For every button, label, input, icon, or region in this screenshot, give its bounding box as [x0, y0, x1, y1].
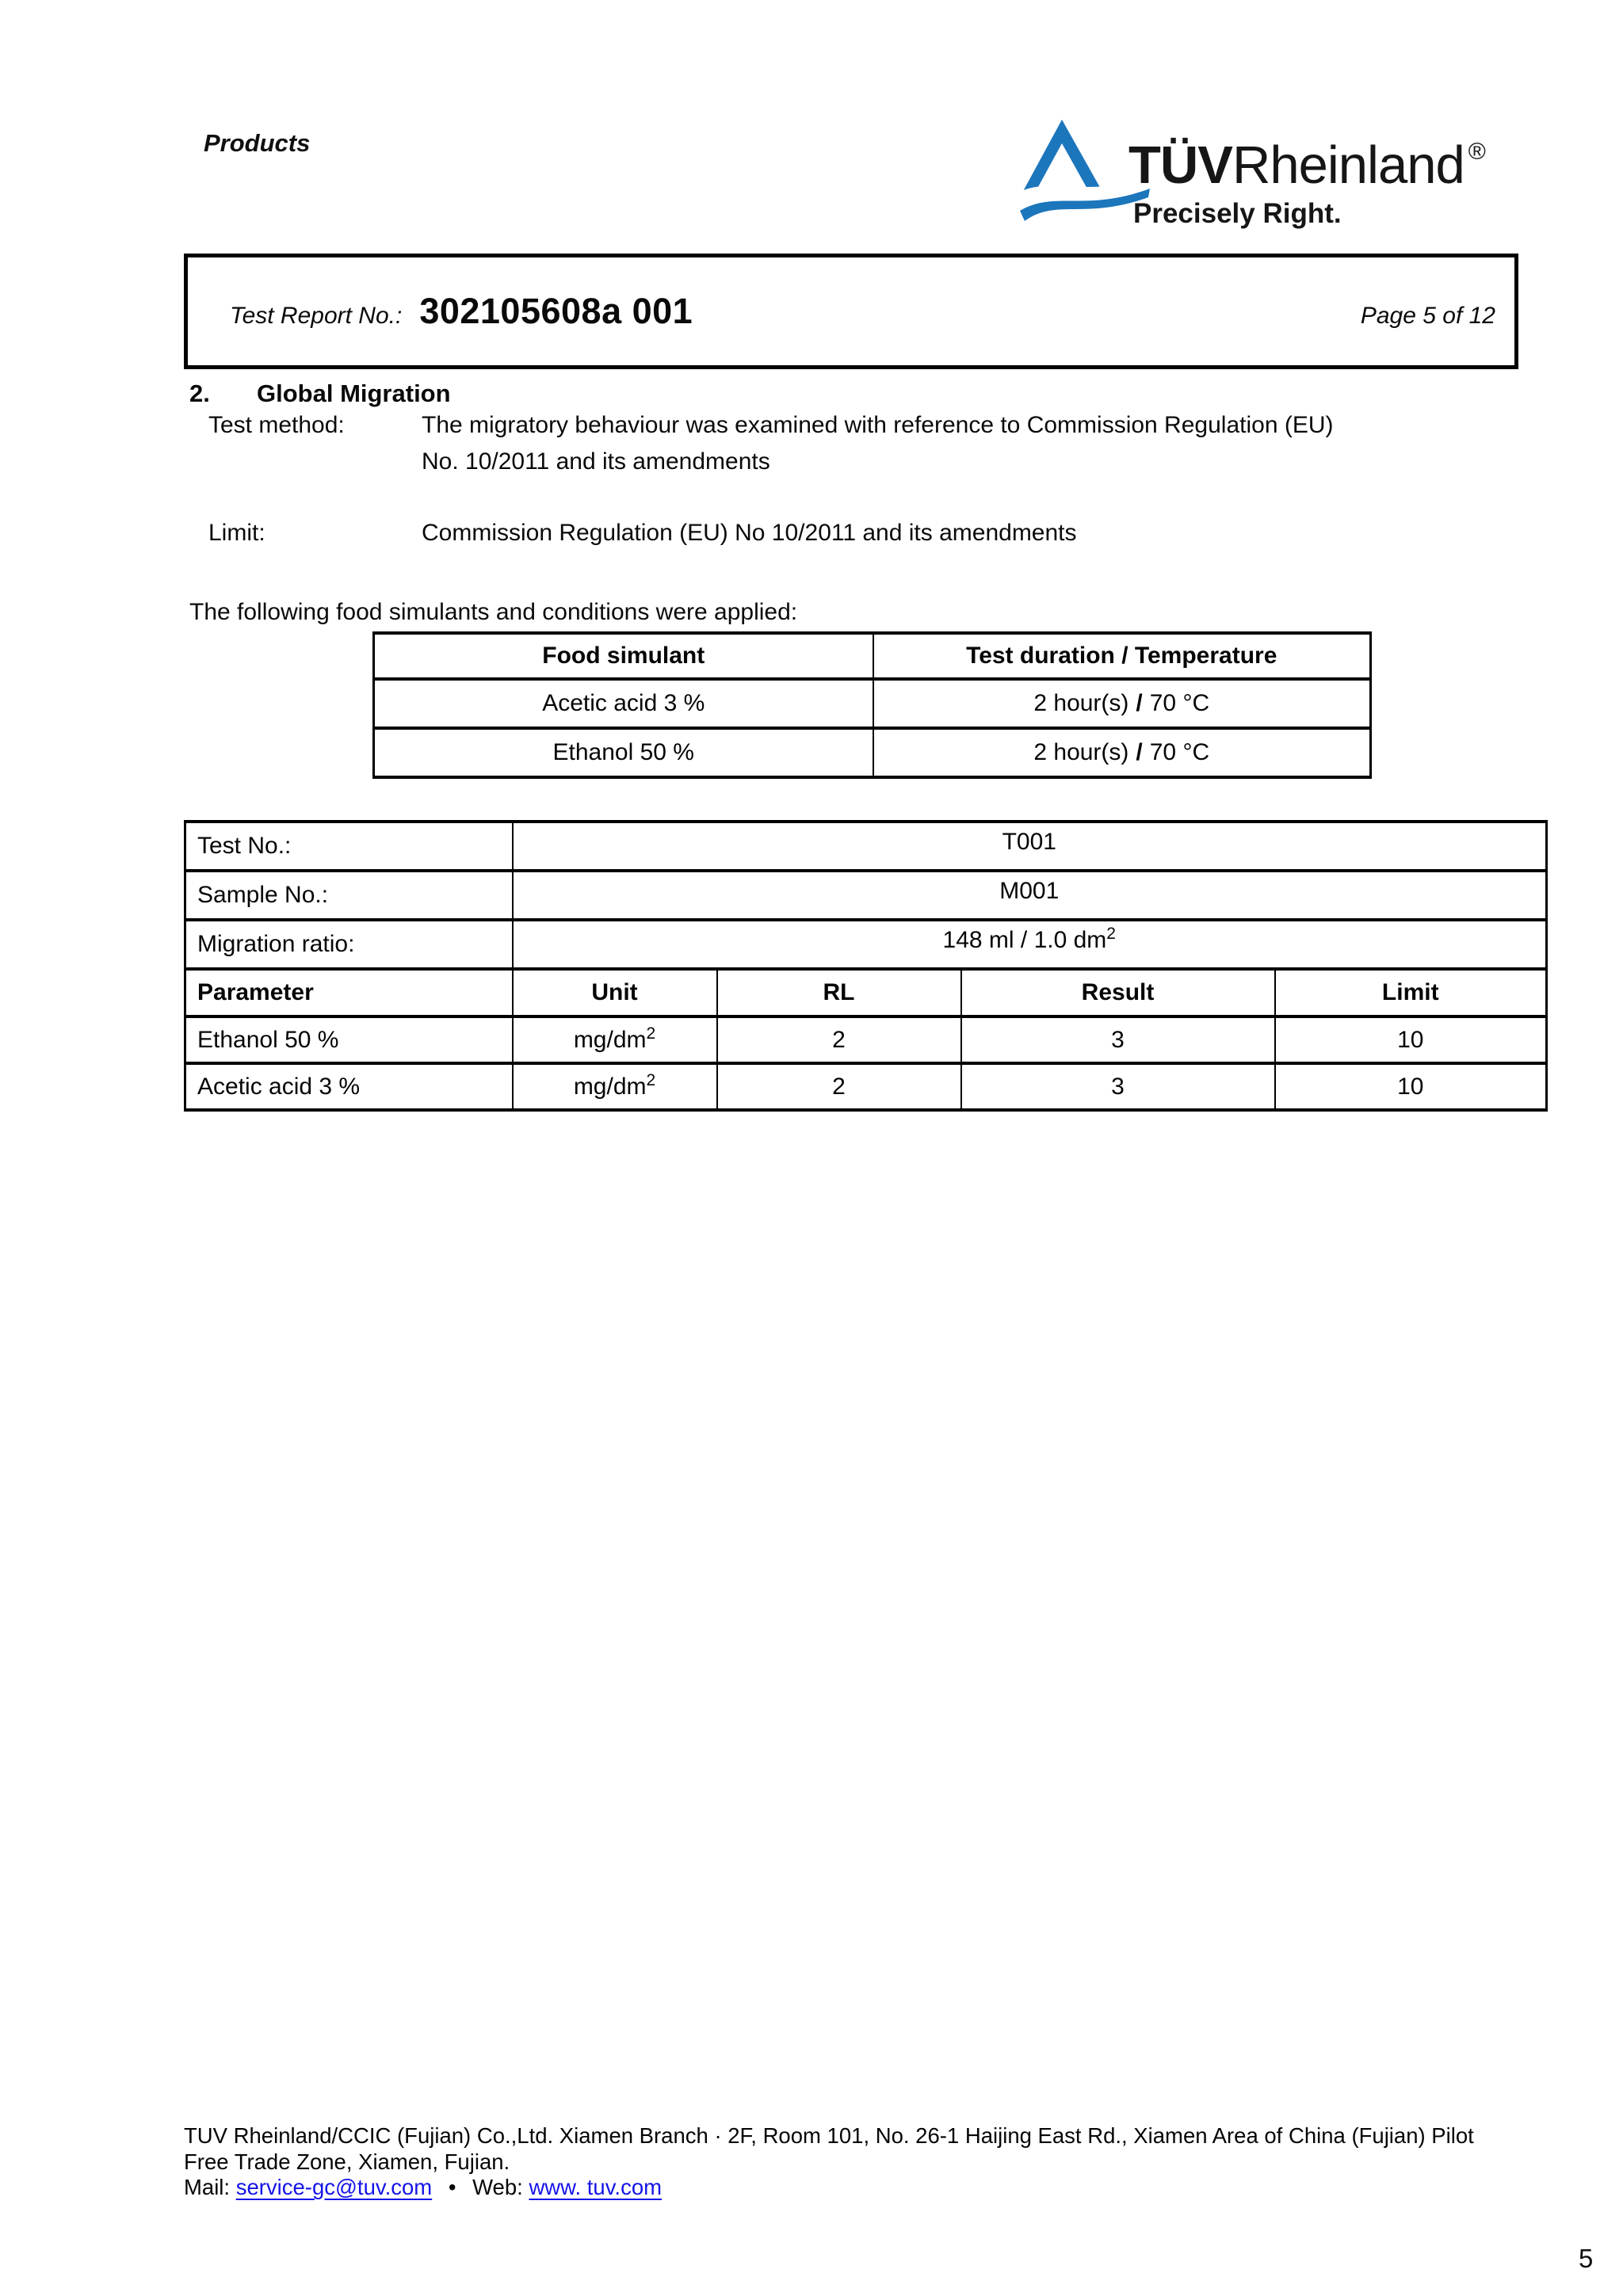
limit-cell: 10 [1275, 1063, 1547, 1110]
registered-trademark-icon: ® [1468, 139, 1486, 165]
footer-address-line2: Free Trade Zone, Xiamen, Fujian. [184, 2149, 510, 2174]
temperature-value: 70 °C [1149, 690, 1210, 716]
duration-value: 2 hour(s) [1033, 690, 1129, 716]
slash-separator: / [1136, 690, 1143, 716]
table-row [185, 1063, 1547, 1110]
col-header-unit: Unit [513, 969, 717, 1016]
test-no-label: Test No.: [185, 822, 513, 871]
page-indicator: Page 5 of 12 [1360, 303, 1495, 329]
parameter-cell: Ethanol 50 % [185, 1016, 513, 1063]
products-label: Products [204, 129, 311, 157]
limit-row [208, 515, 1077, 551]
unit-cell [513, 1016, 717, 1063]
table-row [374, 679, 1371, 728]
bullet-separator: • [448, 2175, 456, 2199]
duration-cell [873, 679, 1371, 728]
col-header-parameter: Parameter [185, 969, 513, 1016]
result-cell: 3 [961, 1016, 1275, 1063]
page-number: 5 [1579, 2244, 1594, 2273]
limit-cell: 10 [1275, 1016, 1547, 1063]
section-title: Global Migration [257, 379, 451, 407]
mail-link[interactable]: service-gc@tuv.com [235, 2175, 433, 2199]
parameter-cell: Acetic acid 3 % [185, 1063, 513, 1110]
unit-superscript: 2 [646, 1070, 656, 1089]
table-row [374, 728, 1371, 777]
migration-ratio-base: 148 ml / 1.0 dm [942, 927, 1107, 953]
footer [184, 2123, 1474, 2201]
sample-no-label: Sample No.: [185, 871, 513, 920]
migration-ratio-superscript: 2 [1106, 925, 1116, 943]
migration-ratio-row [185, 920, 1547, 969]
col-header-duration-temperature: Test duration / Temperature [873, 633, 1371, 679]
col-header-food-simulant: Food simulant [374, 633, 873, 679]
unit-base: mg/dm [573, 1026, 647, 1053]
unit-superscript: 2 [646, 1024, 656, 1043]
unit-cell [513, 1063, 717, 1110]
test-no-value: T001 [513, 822, 1547, 871]
test-method-line1: The migratory behaviour was examined with reference to Commission Regulation (EU) [422, 412, 1334, 438]
simulant-table [372, 631, 1372, 779]
brand-tuv: TÜV [1128, 135, 1232, 195]
temperature-value: 70 °C [1149, 739, 1210, 765]
logo-tagline: Precisely Right. [1133, 198, 1342, 229]
report-no-label: Test Report No.: [230, 303, 403, 329]
results-header-row [185, 969, 1547, 1016]
test-method-value [422, 407, 1334, 480]
sample-no-value: M001 [513, 871, 1547, 920]
duration-cell [873, 728, 1371, 777]
table-header-row [374, 633, 1371, 679]
duration-value: 2 hour(s) [1033, 739, 1129, 765]
report-no-value: 302105608a 001 [419, 291, 693, 331]
slash-separator: / [1136, 739, 1143, 765]
footer-address-line1: TUV Rheinland/CCIC (Fujian) Co.,Ltd. Xiamen Branch · 2F, Room 101, No. 26-1 Haijing East Rd., Xiamen Area of China (Fujian) Pilot [184, 2123, 1474, 2148]
table-row [185, 1016, 1547, 1063]
migration-ratio-label: Migration ratio: [185, 920, 513, 969]
sample-no-row [185, 871, 1547, 920]
rl-cell: 2 [717, 1063, 961, 1110]
col-header-result: Result [961, 969, 1275, 1016]
results-table [184, 820, 1548, 1112]
col-header-limit: Limit [1275, 969, 1547, 1016]
section-heading [189, 379, 451, 408]
unit-base: mg/dm [573, 1073, 647, 1100]
report-header-box [184, 254, 1518, 369]
simulants-intro-text: The following food simulants and conditions were applied: [189, 599, 798, 625]
simulant-cell: Acetic acid 3 % [374, 679, 873, 728]
limit-value: Commission Regulation (EU) No 10/2011 and its amendments [422, 520, 1077, 546]
test-method-line2: No. 10/2011 and its amendments [422, 448, 770, 475]
result-cell: 3 [961, 1063, 1275, 1110]
brand-rheinland: Rheinland [1232, 135, 1465, 195]
test-method-row [208, 407, 1334, 480]
test-no-row [185, 822, 1547, 871]
test-method-label: Test method: [208, 412, 345, 438]
col-header-rl: RL [717, 969, 961, 1016]
web-label: Web: [472, 2175, 523, 2199]
simulant-cell: Ethanol 50 % [374, 728, 873, 777]
web-link[interactable]: www. tuv.com [529, 2175, 663, 2199]
footer-contact-line [184, 2175, 1474, 2201]
mail-label: Mail: [184, 2175, 231, 2199]
tuv-rheinland-logo-text [1128, 135, 1486, 196]
migration-ratio-value [513, 920, 1547, 969]
section-number: 2. [189, 379, 210, 407]
limit-label: Limit: [208, 520, 265, 546]
rl-cell: 2 [717, 1016, 961, 1063]
